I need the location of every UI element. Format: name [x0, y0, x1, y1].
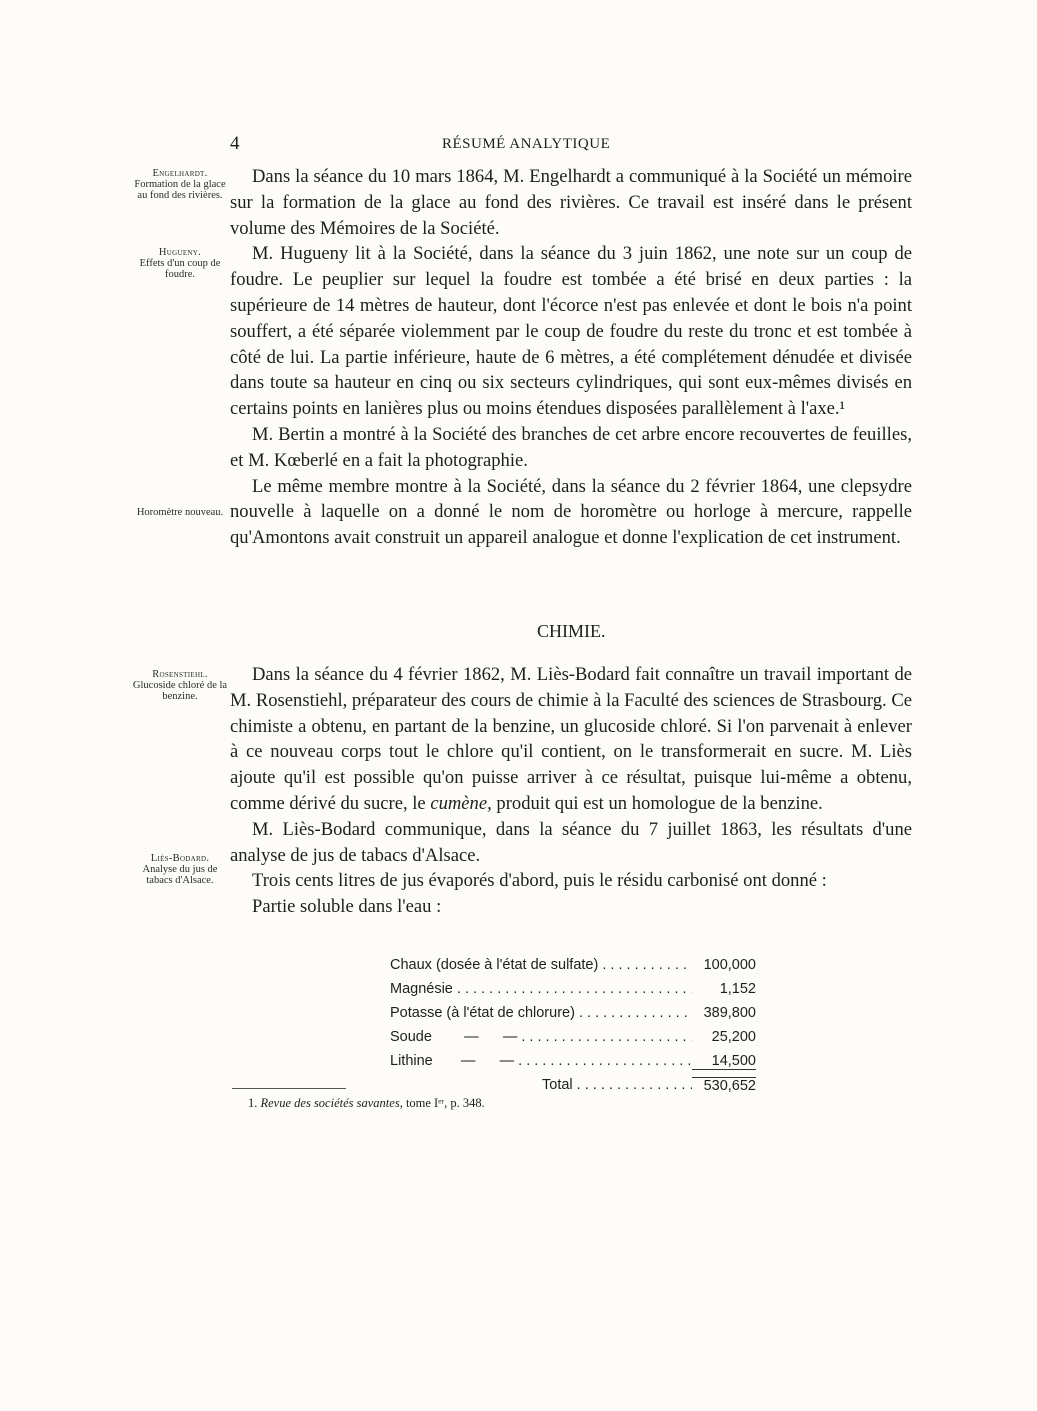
- footnote-rest: , tome Iᵉʳ, p. 348.: [399, 1096, 485, 1110]
- table-row-label: Chaux (dosée à l'état de sulfate) . . .: [390, 957, 692, 973]
- margin-note-subject: Analyse du jus de tabacs d'Alsace.: [142, 864, 218, 886]
- margin-note-subject: Glucoside chloré de la benzine.: [132, 680, 228, 702]
- paragraph-rosenstiehl: [230, 662, 912, 817]
- table-row: [390, 1025, 756, 1049]
- italic-term: cumène,: [430, 792, 492, 814]
- paragraph-bertin: M. Bertin a montré à la Société des branches de cet arbre encore recouvertes de feuilles, et M. Kœberlé en a fait la photographie.: [230, 423, 912, 471]
- footnote: [248, 1096, 485, 1111]
- paragraph-horometre: Le même membre montre à la Société, dans la séance du 2 février 1864, une clepsydre nouvelle à laquelle on a donné le nom de horomètre ou horloge à mercure, rappelle qu'Amontons avait construit un appareil analogue et donne l'explication de cet instrument.: [230, 475, 912, 549]
- table-total-value: 530,652: [692, 1077, 756, 1094]
- table-row-label: Soude — — . . .: [390, 1029, 692, 1045]
- paragraph-trois-cents: Trois cents litres de jus évaporés d'abord, puis le résidu carbonisé ont donné :: [252, 870, 827, 892]
- page-number: 4: [230, 133, 240, 154]
- table-row-value: 100,000: [703, 957, 756, 973]
- paragraph-partie-soluble: Partie soluble dans l'eau :: [252, 896, 442, 918]
- margin-note-author: Hugueny.: [158, 247, 202, 258]
- table-total-row: [390, 1073, 756, 1097]
- margin-note-hugueny: [130, 247, 230, 280]
- paragraph-text: produit qui est un homologue de la benzine.: [491, 792, 823, 814]
- margin-note-subject: Formation de la glace au fond des rivières.: [134, 179, 226, 201]
- paragraph-engelhardt: Dans la séance du 10 mars 1864, M. Engelhardt a communiqué à la Société un mémoire sur la formation de la glace au fond des rivières. Ce travail est inséré dans le présent volume des Mémoires de la Société.: [230, 166, 912, 239]
- margin-note-horometre: [130, 507, 230, 518]
- margin-note-author: Liès-Bodard.: [150, 853, 210, 864]
- chemistry-section: [230, 662, 912, 920]
- analysis-table: [390, 953, 756, 1097]
- running-head: RÉSUMÉ ANALYTIQUE: [442, 136, 611, 152]
- table-row-label: Lithine — — . . .: [390, 1053, 692, 1069]
- paragraph-hugueny: M. Hugueny lit à la Société, dans la séance du 3 juin 1862, une note sur un coup de foudre. Le peuplier sur lequel la foudre est tombée a été brisé en deux parties : la supérieure de 14 mètres de hauteur, dont l'écorce n'est pas enlevée et dont le bois n'a point souffert, a été séparée violemment par le coup de foudre du reste du tronc et est tombée à côté de lui. La partie inférieure, haute de 6 mètres, a été complétement dénudée et divisée dans toute sa hauteur en cinq ou six secteurs cylindriques, qui sont eux-mêmes divisés en certains points en lanières plus ou moins étendues disposées parallèlement à l'axe.¹: [230, 243, 912, 420]
- paragraph-text: Dans la séance du 4 février 1862, M. Liès-Bodard fait connaître un travail important de M. Rosenstiehl, préparateur des cours de chimie à la Faculté des sciences de Strasbourg. Ce chimiste a obtenu, en partant de la benzine, un glucoside chloré. Si l'on parvenait à enlever à ce nouveau corps tout le chlore qu'il contient, on le transformerait en sucre. M. Liès ajoute qu'il est possible qu'on puisse arriver à ce résultat, puisque lui-même a obtenu, comme dérivé du sucre, le: [230, 664, 912, 814]
- margin-note-author: Rosenstiehl.: [152, 669, 208, 680]
- margin-note-rosenstiehl: [130, 669, 230, 702]
- margin-note-lies-bodard: [130, 853, 230, 886]
- table-row: [390, 977, 756, 1001]
- margin-note-subject: Effets d'un coup de foudre.: [139, 258, 221, 280]
- table-row-label: Potasse (à l'état de chlorure) . . .: [390, 1005, 692, 1021]
- table-row-value: 389,800: [703, 1005, 756, 1021]
- footnote-rule: [232, 1088, 346, 1089]
- margin-note-author: Engelhardt.: [152, 168, 208, 179]
- margin-note-engelhardt: [130, 168, 230, 201]
- paragraph-lies-bodard: M. Liès-Bodard communique, dans la séance du 7 juillet 1863, les résultats d'une analyse de jus de tabacs d'Alsace.: [230, 818, 912, 866]
- section-title-chimie: CHIMIE.: [537, 621, 606, 641]
- margin-note-subject: Horomètre nouveau.: [136, 507, 224, 518]
- table-row-value: 1,152: [719, 981, 756, 997]
- physics-section: [230, 164, 912, 551]
- table-row: [390, 1049, 756, 1073]
- table-row-value: 25,200: [711, 1029, 756, 1045]
- table-row: [390, 953, 756, 977]
- footnote-title: Revue des sociétés savantes: [260, 1096, 400, 1110]
- table-row: [390, 1001, 756, 1025]
- table-row-label: Magnésie . . .: [390, 981, 692, 997]
- table-total-label: Total . . .: [542, 1077, 692, 1093]
- footnote-number: 1.: [248, 1096, 258, 1110]
- table-row-value: 14,500: [692, 1053, 756, 1070]
